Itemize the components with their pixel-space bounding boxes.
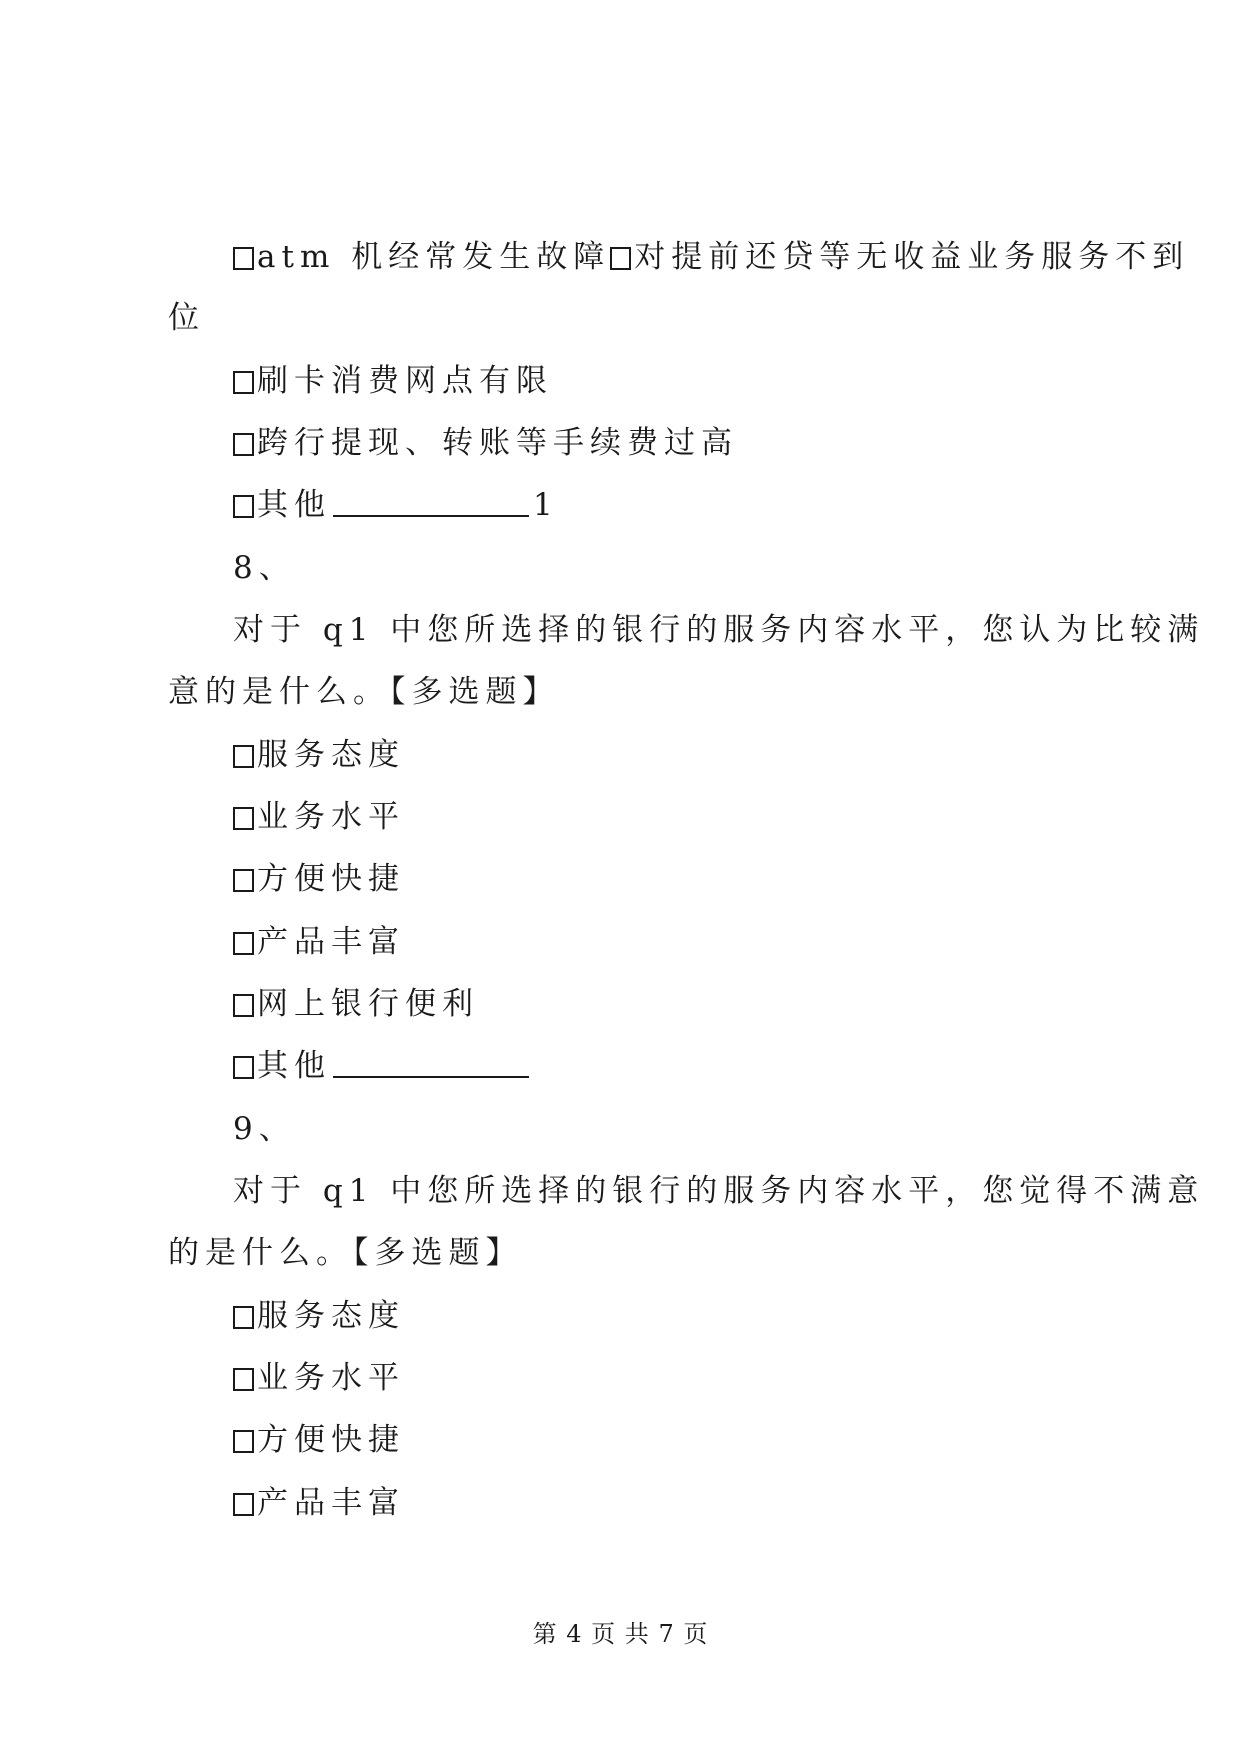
question-number [233, 1109, 1153, 1149]
checkbox[interactable] [233, 495, 254, 518]
checkbox[interactable] [233, 1368, 254, 1391]
checkbox[interactable] [610, 247, 631, 270]
q9-number: 9、 [233, 1111, 296, 1147]
q9-question-line2: 的是什么。【多选题】 [168, 1235, 523, 1271]
q7-option-other [233, 485, 1153, 525]
q8-question-line1: 对于 q1 中您所选择的银行的服务内容水平，您认为比较满 [233, 612, 1205, 648]
q8-number: 8、 [233, 550, 296, 586]
checkbox[interactable] [233, 807, 254, 830]
checkbox[interactable] [233, 1056, 254, 1079]
q8-option [233, 859, 1153, 899]
option-label: 刷卡消费网点有限 [257, 363, 553, 399]
checkbox[interactable] [233, 994, 254, 1017]
option-label: 网上银行便利 [257, 986, 479, 1022]
checkbox[interactable] [233, 745, 254, 768]
option-label: 方便快捷 [257, 861, 405, 897]
question-text [233, 610, 1205, 650]
page-footer [0, 1619, 1241, 1649]
checkbox[interactable] [233, 1306, 254, 1329]
checkbox[interactable] [233, 433, 254, 456]
q9-option [233, 1358, 1153, 1398]
option-label: 服务态度 [257, 737, 405, 773]
option-prepayment-service: 对提前还贷等无收益业务服务不到 [634, 239, 1190, 275]
option-label: 方便快捷 [257, 1422, 405, 1458]
checkbox[interactable] [233, 869, 254, 892]
checkbox[interactable] [233, 1430, 254, 1453]
q7-option-line-wrap [168, 298, 1088, 338]
q9-question-line1: 对于 q1 中您所选择的银行的服务内容水平，您觉得不满意 [233, 1173, 1205, 1209]
option-label: 业务水平 [257, 799, 405, 835]
fill-in-blank[interactable] [333, 487, 529, 517]
q9-option [233, 1296, 1153, 1336]
q8-option [233, 984, 1153, 1024]
fill-in-blank[interactable] [333, 1048, 529, 1078]
option-label: 服务态度 [257, 1298, 405, 1334]
other-suffix: 1 [533, 487, 553, 523]
option-label: 业务水平 [257, 1360, 405, 1396]
q9-option [233, 1420, 1153, 1460]
question-text-wrap [168, 672, 1088, 712]
option-label: 其他 [257, 487, 331, 523]
q7-option-line [233, 237, 1190, 277]
question-text [233, 1171, 1205, 1211]
checkbox[interactable] [233, 371, 254, 394]
q8-option-other [233, 1046, 1153, 1086]
question-text-wrap [168, 1233, 1088, 1273]
q8-option [233, 735, 1153, 775]
q8-question-line2: 意的是什么。【多选题】 [168, 674, 560, 710]
checkbox[interactable] [233, 1493, 254, 1516]
checkbox[interactable] [233, 932, 254, 955]
question-number [233, 548, 1153, 588]
option-label: 跨行提现、转账等手续费过高 [257, 425, 738, 461]
option-label: 产品丰富 [257, 924, 405, 960]
option-atm-failure: atm 机经常发生故障 [257, 239, 611, 275]
option-wrap-text: 位 [168, 300, 205, 336]
option-label: 产品丰富 [257, 1485, 405, 1521]
q9-option [233, 1483, 1153, 1523]
q7-option [233, 361, 1153, 401]
q8-option [233, 797, 1153, 837]
page-number: 第 4 页 共 7 页 [532, 1620, 709, 1648]
checkbox[interactable] [233, 247, 254, 270]
q8-option [233, 922, 1153, 962]
option-label: 其他 [257, 1048, 331, 1084]
q7-option [233, 423, 1153, 463]
